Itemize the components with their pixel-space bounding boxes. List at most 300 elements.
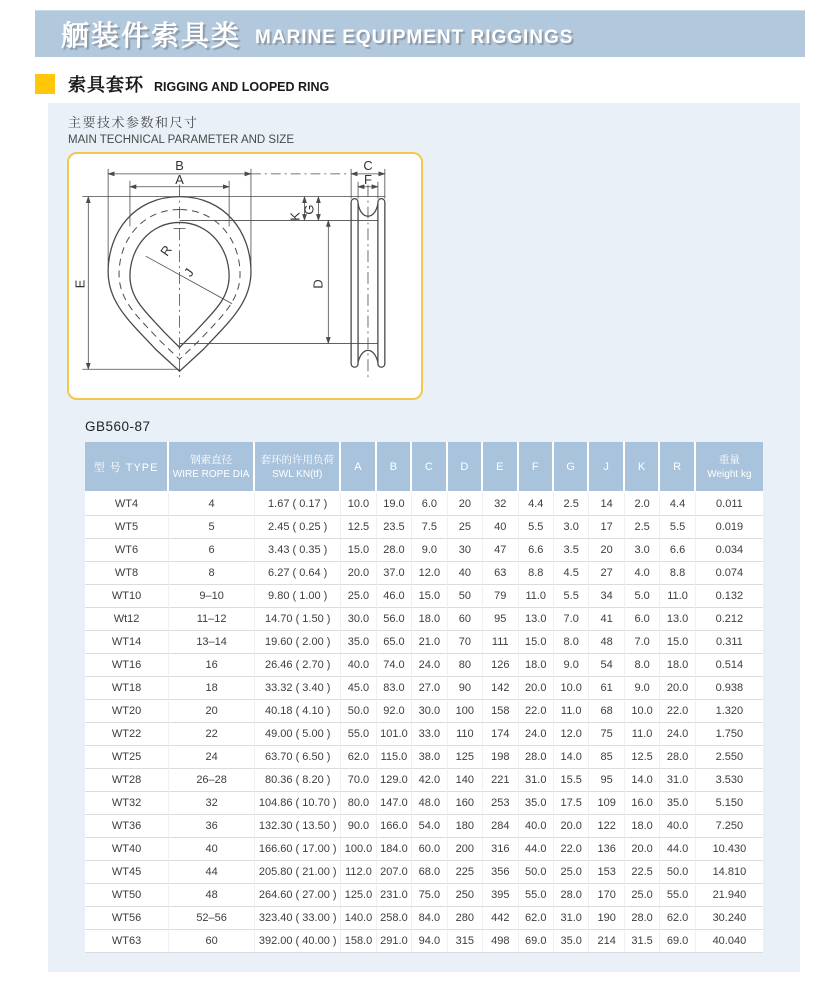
cell: WT5 <box>85 516 169 539</box>
cell: 125 <box>448 746 483 769</box>
cell: WT36 <box>85 815 169 838</box>
cell: 48.0 <box>412 792 447 815</box>
cell: 158 <box>483 700 518 723</box>
cell: 56.0 <box>377 608 412 631</box>
cell: 4.0 <box>625 562 660 585</box>
cell: 7.0 <box>625 631 660 654</box>
cell: 24.0 <box>412 654 447 677</box>
cell: 41 <box>589 608 624 631</box>
cell: 28.0 <box>377 539 412 562</box>
cell: 112.0 <box>341 861 376 884</box>
cell: 3.5 <box>554 539 589 562</box>
dim-label-r: R <box>157 242 175 259</box>
cell: 140.0 <box>341 907 376 930</box>
cell: 22 <box>169 723 255 746</box>
cell: WT63 <box>85 930 169 953</box>
cell: WT56 <box>85 907 169 930</box>
cell: 28.0 <box>625 907 660 930</box>
table-row <box>85 654 763 677</box>
cell: 15.0 <box>660 631 695 654</box>
cell: 70 <box>448 631 483 654</box>
cell: WT20 <box>85 700 169 723</box>
cell: 46.0 <box>377 585 412 608</box>
cell: 13–14 <box>169 631 255 654</box>
table-row <box>85 631 763 654</box>
cell: 14.0 <box>554 746 589 769</box>
cell: 19.0 <box>377 493 412 516</box>
cell: 23.5 <box>377 516 412 539</box>
cell: 35.0 <box>660 792 695 815</box>
cell: 40.18 ( 4.10 ) <box>255 700 341 723</box>
banner-title-cn: 舾装件索具类 <box>61 20 242 51</box>
cell: 18.0 <box>660 654 695 677</box>
cell: 70.0 <box>341 769 376 792</box>
cell: WT28 <box>85 769 169 792</box>
cell: 68 <box>589 700 624 723</box>
table-row <box>85 539 763 562</box>
cell: 14.0 <box>625 769 660 792</box>
cell: 92.0 <box>377 700 412 723</box>
cell: 395 <box>483 884 518 907</box>
cell: 50.0 <box>341 700 376 723</box>
cell: 33.32 ( 3.40 ) <box>255 677 341 700</box>
cell: 258.0 <box>377 907 412 930</box>
cell: WT6 <box>85 539 169 562</box>
cell: 14.70 ( 1.50 ) <box>255 608 341 631</box>
cell: 323.40 ( 33.00 ) <box>255 907 341 930</box>
cell: 19.60 ( 2.00 ) <box>255 631 341 654</box>
table-row <box>85 493 763 516</box>
dim-label-g: G <box>301 204 317 215</box>
cell: 50.0 <box>519 861 554 884</box>
cell: 30.240 <box>696 907 763 930</box>
cell: 32 <box>169 792 255 815</box>
cell: 22.0 <box>554 838 589 861</box>
col-header-a: A <box>341 442 376 493</box>
cell: 4.4 <box>519 493 554 516</box>
cell: 136 <box>589 838 624 861</box>
cell: 10.430 <box>696 838 763 861</box>
cell: 65.0 <box>377 631 412 654</box>
cell: 36 <box>169 815 255 838</box>
cell: 170 <box>589 884 624 907</box>
cell: 80.0 <box>341 792 376 815</box>
dim-label-f: F <box>364 171 372 187</box>
cell: 25 <box>448 516 483 539</box>
cell: 15.0 <box>519 631 554 654</box>
cell: 8.8 <box>519 562 554 585</box>
cell: 40.040 <box>696 930 763 953</box>
table-row <box>85 861 763 884</box>
cell: 1.320 <box>696 700 763 723</box>
cell: 0.938 <box>696 677 763 700</box>
cell: 6.6 <box>660 539 695 562</box>
table-row <box>85 723 763 746</box>
cell: 48 <box>589 631 624 654</box>
table-row <box>85 677 763 700</box>
cell: 74.0 <box>377 654 412 677</box>
cell: 18.0 <box>519 654 554 677</box>
cell: 0.034 <box>696 539 763 562</box>
cell: 45.0 <box>341 677 376 700</box>
cell: 24 <box>169 746 255 769</box>
thimble-diagram <box>70 155 420 397</box>
col-header-b: B <box>377 442 412 493</box>
cell: 2.5 <box>625 516 660 539</box>
cell: 60 <box>448 608 483 631</box>
cell: 14 <box>589 493 624 516</box>
cell: 44.0 <box>660 838 695 861</box>
cell: 31.5 <box>625 930 660 953</box>
cell: 160 <box>448 792 483 815</box>
dim-label-k: K <box>287 212 303 221</box>
cell: 11.0 <box>519 585 554 608</box>
cell: 4.5 <box>554 562 589 585</box>
table-row <box>85 815 763 838</box>
cell: 28.0 <box>660 746 695 769</box>
cell: 7.5 <box>412 516 447 539</box>
cell: 15.5 <box>554 769 589 792</box>
cell: 184.0 <box>377 838 412 861</box>
cell: 498 <box>483 930 518 953</box>
cell: WT32 <box>85 792 169 815</box>
cell: 0.311 <box>696 631 763 654</box>
cell: 180 <box>448 815 483 838</box>
cell: 20.0 <box>554 815 589 838</box>
cell: 356 <box>483 861 518 884</box>
col-header-weight-en: Weight kg <box>707 468 752 480</box>
cell: 231.0 <box>377 884 412 907</box>
cell: 95 <box>483 608 518 631</box>
col-header-dia-en: WIRE ROPE DIA <box>172 468 250 480</box>
cell: 9–10 <box>169 585 255 608</box>
cell: 12.0 <box>412 562 447 585</box>
cell: 316 <box>483 838 518 861</box>
cell: 8.0 <box>554 631 589 654</box>
cell: 2.0 <box>625 493 660 516</box>
cell: 101.0 <box>377 723 412 746</box>
cell: 221 <box>483 769 518 792</box>
cell: 5.0 <box>625 585 660 608</box>
yellow-square-bullet-icon <box>35 74 55 94</box>
cell: 84.0 <box>412 907 447 930</box>
cell: 0.514 <box>696 654 763 677</box>
cell: WT10 <box>85 585 169 608</box>
cell: 12.5 <box>341 516 376 539</box>
section-title-en: RIGGING AND LOOPED RING <box>154 79 330 94</box>
cell: 5.150 <box>696 792 763 815</box>
cell: 54.0 <box>412 815 447 838</box>
dim-label-d: D <box>310 279 326 289</box>
cell: 44 <box>169 861 255 884</box>
cell: 158.0 <box>341 930 376 953</box>
cell: 20.0 <box>625 838 660 861</box>
col-header-c: C <box>412 442 447 493</box>
cell: 30.0 <box>341 608 376 631</box>
cell: 37.0 <box>377 562 412 585</box>
cell: 5.5 <box>519 516 554 539</box>
section-title-cn: 索具套环 <box>68 75 144 95</box>
cell: 68.0 <box>412 861 447 884</box>
cell: WT25 <box>85 746 169 769</box>
cell: 90.0 <box>341 815 376 838</box>
cell: 9.80 ( 1.00 ) <box>255 585 341 608</box>
content-panel <box>48 103 800 972</box>
table-row <box>85 608 763 631</box>
col-header-swl-cn: 套环的许用负荷 <box>260 453 334 466</box>
cell: 26.46 ( 2.70 ) <box>255 654 341 677</box>
col-header-k: K <box>625 442 660 493</box>
cell: 40 <box>448 562 483 585</box>
cell: 18 <box>169 677 255 700</box>
cell: 8.8 <box>660 562 695 585</box>
cell: 2.45 ( 0.25 ) <box>255 516 341 539</box>
cell: 111 <box>483 631 518 654</box>
cell: 9.0 <box>412 539 447 562</box>
table-row <box>85 585 763 608</box>
cell: 63 <box>483 562 518 585</box>
cell: 31.0 <box>660 769 695 792</box>
cell: 147.0 <box>377 792 412 815</box>
cell: 110 <box>448 723 483 746</box>
technical-drawing-box <box>67 152 423 400</box>
cell: 126 <box>483 654 518 677</box>
cell: 166.0 <box>377 815 412 838</box>
cell: 20 <box>448 493 483 516</box>
cell: 0.132 <box>696 585 763 608</box>
cell: 4.4 <box>660 493 695 516</box>
cell: 0.011 <box>696 493 763 516</box>
cell: 11.0 <box>660 585 695 608</box>
cell: 17.5 <box>554 792 589 815</box>
intro-line-cn: 主要技术参数和尺寸 <box>68 115 199 130</box>
cell: 33.0 <box>412 723 447 746</box>
cell: 80 <box>448 654 483 677</box>
cell: 95 <box>589 769 624 792</box>
cell: 166.60 ( 17.00 ) <box>255 838 341 861</box>
cell: 69.0 <box>660 930 695 953</box>
cell: 0.212 <box>696 608 763 631</box>
cell: 83.0 <box>377 677 412 700</box>
cell: 17 <box>589 516 624 539</box>
cell: WT14 <box>85 631 169 654</box>
cell: 315 <box>448 930 483 953</box>
cell: 132.30 ( 13.50 ) <box>255 815 341 838</box>
cell: 174 <box>483 723 518 746</box>
cell: WT16 <box>85 654 169 677</box>
cell: 6.6 <box>519 539 554 562</box>
cell: 26–28 <box>169 769 255 792</box>
cell: 122 <box>589 815 624 838</box>
cell: 5 <box>169 516 255 539</box>
cell: 42.0 <box>412 769 447 792</box>
table-row <box>85 700 763 723</box>
cell: WT40 <box>85 838 169 861</box>
cell: 6.0 <box>625 608 660 631</box>
cell: 28.0 <box>519 746 554 769</box>
cell: 63.70 ( 6.50 ) <box>255 746 341 769</box>
col-header-type: 型 号 TYPE <box>85 442 169 493</box>
cell: 50 <box>448 585 483 608</box>
cell: 47 <box>483 539 518 562</box>
cell: 129.0 <box>377 769 412 792</box>
cell: 0.019 <box>696 516 763 539</box>
cell: WT22 <box>85 723 169 746</box>
cell: 25.0 <box>554 861 589 884</box>
cell: 60.0 <box>412 838 447 861</box>
cell: 80.36 ( 8.20 ) <box>255 769 341 792</box>
cell: 16 <box>169 654 255 677</box>
cell: 442 <box>483 907 518 930</box>
cell: 55.0 <box>519 884 554 907</box>
col-header-wire-rope-dia <box>169 442 255 493</box>
cell: 125.0 <box>341 884 376 907</box>
cell: 75 <box>589 723 624 746</box>
cell: 280 <box>448 907 483 930</box>
cell: 14.810 <box>696 861 763 884</box>
cell: 61 <box>589 677 624 700</box>
cell: 18.0 <box>625 815 660 838</box>
col-header-weight-cn: 重量 <box>718 453 740 466</box>
cell: 7.250 <box>696 815 763 838</box>
cell: 24.0 <box>519 723 554 746</box>
cell: 60 <box>169 930 255 953</box>
col-header-d: D <box>448 442 483 493</box>
cell: 13.0 <box>660 608 695 631</box>
cell: 207.0 <box>377 861 412 884</box>
cell: 20.0 <box>341 562 376 585</box>
cell: 3.43 ( 0.35 ) <box>255 539 341 562</box>
cell: 15.0 <box>412 585 447 608</box>
cell: 3.0 <box>625 539 660 562</box>
cell: 20.0 <box>660 677 695 700</box>
cell: 8.0 <box>625 654 660 677</box>
cell: 52–56 <box>169 907 255 930</box>
intro-line-en: MAIN TECHNICAL PARAMETER AND SIZE <box>68 134 294 146</box>
cell: 10.0 <box>341 493 376 516</box>
table-row <box>85 792 763 815</box>
cell: WT18 <box>85 677 169 700</box>
col-header-e: E <box>483 442 518 493</box>
col-header-f: F <box>519 442 554 493</box>
spec-table-body <box>85 493 763 953</box>
cell: 30.0 <box>412 700 447 723</box>
cell: 49.00 ( 5.00 ) <box>255 723 341 746</box>
col-header-g: G <box>554 442 589 493</box>
cell: 115.0 <box>377 746 412 769</box>
table-row <box>85 907 763 930</box>
cell: 28.0 <box>554 884 589 907</box>
cell: 8 <box>169 562 255 585</box>
cell: 153 <box>589 861 624 884</box>
cell: 94.0 <box>412 930 447 953</box>
cell: 38.0 <box>412 746 447 769</box>
dim-label-b: B <box>175 157 184 173</box>
cell: 6.0 <box>412 493 447 516</box>
cell: 9.0 <box>554 654 589 677</box>
cell: 2.5 <box>554 493 589 516</box>
cell: 7.0 <box>554 608 589 631</box>
cell: 198 <box>483 746 518 769</box>
cell: 200 <box>448 838 483 861</box>
page-banner <box>35 10 805 57</box>
cell: 214 <box>589 930 624 953</box>
cell: 10.0 <box>554 677 589 700</box>
cell: WT45 <box>85 861 169 884</box>
cell: 1.67 ( 0.17 ) <box>255 493 341 516</box>
dim-label-a: A <box>175 171 184 187</box>
cell: 34 <box>589 585 624 608</box>
col-header-dia-cn: 钢索直径 <box>190 453 233 466</box>
cell: WT8 <box>85 562 169 585</box>
cell: 40 <box>483 516 518 539</box>
cell: 69.0 <box>519 930 554 953</box>
intro-text <box>68 112 294 146</box>
cell: 50.0 <box>660 861 695 884</box>
col-header-swl-en: SWL KN(tf) <box>272 468 323 480</box>
cell: 0.074 <box>696 562 763 585</box>
cell: 6 <box>169 539 255 562</box>
cell: 62.0 <box>341 746 376 769</box>
cell: 3.0 <box>554 516 589 539</box>
cell: 13.0 <box>519 608 554 631</box>
cell: 1.750 <box>696 723 763 746</box>
cell: 11.0 <box>554 700 589 723</box>
cell: 48 <box>169 884 255 907</box>
cell: Wt12 <box>85 608 169 631</box>
cell: 22.0 <box>660 700 695 723</box>
cell: 21.0 <box>412 631 447 654</box>
cell: 25.0 <box>341 585 376 608</box>
cell: 205.80 ( 21.00 ) <box>255 861 341 884</box>
cell: 11.0 <box>625 723 660 746</box>
cell: 15.0 <box>341 539 376 562</box>
cell: 104.86 ( 10.70 ) <box>255 792 341 815</box>
cell: 5.5 <box>554 585 589 608</box>
cell: 30 <box>448 539 483 562</box>
cell: 16.0 <box>625 792 660 815</box>
cell: 253 <box>483 792 518 815</box>
cell: 4 <box>169 493 255 516</box>
cell: 264.60 ( 27.00 ) <box>255 884 341 907</box>
cell: 22.5 <box>625 861 660 884</box>
cell: 27 <box>589 562 624 585</box>
cell: 5.5 <box>660 516 695 539</box>
standard-code: GB560-87 <box>85 419 151 434</box>
cell: 35.0 <box>554 930 589 953</box>
cell: 20.0 <box>519 677 554 700</box>
section-header <box>35 71 329 97</box>
cell: 20 <box>169 700 255 723</box>
cell: 100.0 <box>341 838 376 861</box>
table-row <box>85 769 763 792</box>
cell: 90 <box>448 677 483 700</box>
cell: 62.0 <box>519 907 554 930</box>
cell: 18.0 <box>412 608 447 631</box>
table-row <box>85 884 763 907</box>
table-row <box>85 746 763 769</box>
cell: 79 <box>483 585 518 608</box>
cell: 12.5 <box>625 746 660 769</box>
cell: 75.0 <box>412 884 447 907</box>
cell: 31.0 <box>519 769 554 792</box>
cell: 9.0 <box>625 677 660 700</box>
dim-label-c: C <box>363 157 373 173</box>
cell: 32 <box>483 493 518 516</box>
cell: 27.0 <box>412 677 447 700</box>
table-row <box>85 838 763 861</box>
cell: 21.940 <box>696 884 763 907</box>
